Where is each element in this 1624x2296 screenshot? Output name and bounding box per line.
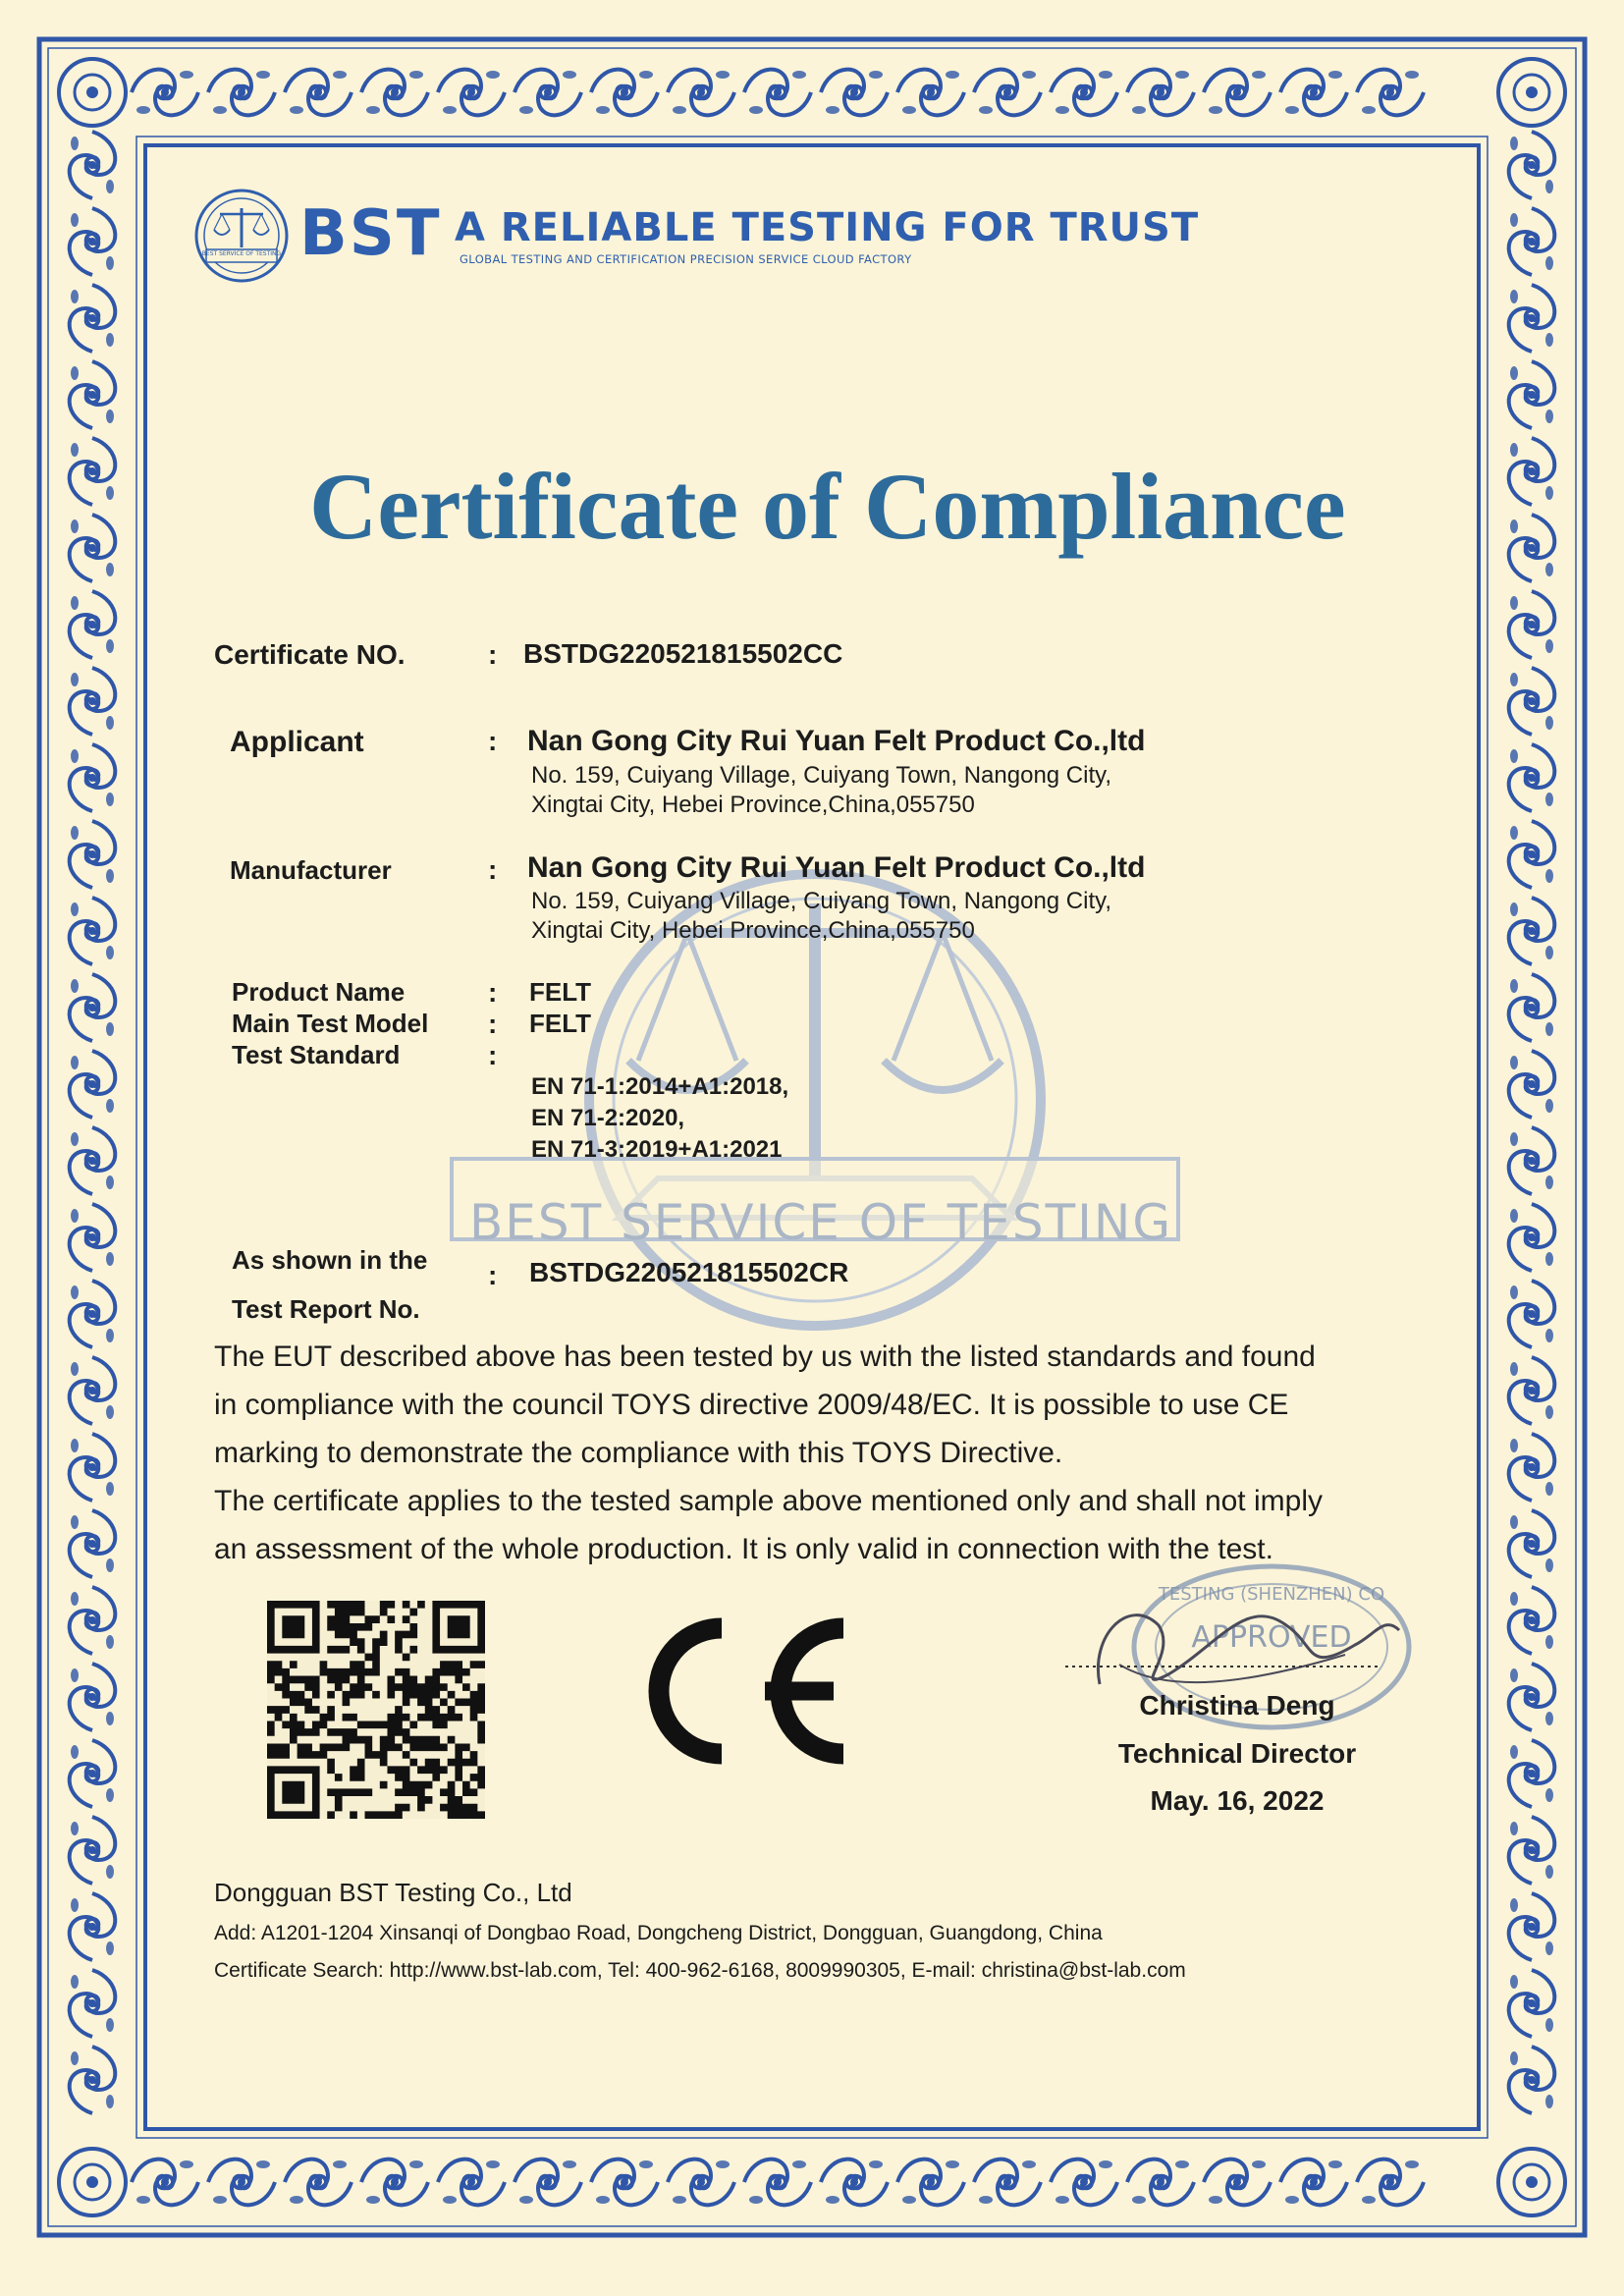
applicant-address-line-2: Xingtai City, Hebei Province,China,055750 xyxy=(531,792,975,818)
test-standard-1: EN 71-1:2014+A1:2018, xyxy=(531,1073,789,1100)
stamp-center-text: APPROVED xyxy=(1191,1620,1352,1655)
footer-address: Add: A1201-1204 Xinsanqi of Dongbao Road, Dongcheng District, Dongguan, Guangdong, China xyxy=(214,1922,1103,1944)
applicant-address-line-1: No. 159, Cuiyang Village, Cuiyang Town, Nangong City, xyxy=(531,762,1112,789)
body-line-4: The certificate applies to the tested sample above mentioned only and shall not imply xyxy=(214,1485,1323,1517)
tagline-sub: GLOBAL TESTING AND CERTIFICATION PRECISION SERVICE CLOUD FACTORY xyxy=(460,252,912,266)
qr-code xyxy=(267,1601,485,1819)
report-label-line-1: As shown in the xyxy=(232,1245,428,1275)
signatory-name: Christina Deng xyxy=(1139,1690,1335,1721)
footer-company: Dongguan BST Testing Co., Ltd xyxy=(214,1878,572,1907)
signature-date: May. 16, 2022 xyxy=(1150,1785,1325,1816)
body-line-2: in compliance with the council TOYS directive 2009/48/EC. It is possible to use CE xyxy=(214,1389,1289,1421)
body-line-3: marking to demonstrate the compliance with this TOYS Directive. xyxy=(214,1437,1063,1469)
body-line-5: an assessment of the whole production. It is only valid in connection with the test. xyxy=(214,1533,1273,1565)
applicant-name: Nan Gong City Rui Yuan Felt Product Co.,ltd xyxy=(527,725,1146,757)
colon: : xyxy=(488,977,498,1008)
ce-mark-icon xyxy=(623,1607,859,1776)
manufacturer-label: Manufacturer xyxy=(230,855,392,885)
manufacturer-address-line-1: No. 159, Cuiyang Village, Cuiyang Town, Nangong City, xyxy=(531,888,1112,914)
product-name-label: Product Name xyxy=(232,977,406,1007)
colon: : xyxy=(488,1009,498,1039)
test-standard-2: EN 71-2:2020, xyxy=(531,1105,685,1131)
main-test-model-label: Main Test Model xyxy=(232,1009,429,1038)
manufacturer-address-line-2: Xingtai City, Hebei Province,China,055750 xyxy=(531,917,975,944)
bst-logo-seal-icon xyxy=(192,187,291,285)
product-name-value: FELT xyxy=(529,977,592,1007)
ce-mark-label xyxy=(638,1787,639,1788)
colon: : xyxy=(488,854,498,885)
test-standard-3: EN 71-3:2019+A1:2021 xyxy=(531,1136,783,1163)
body-line-1: The EUT described above has been tested by us with the listed standards and found xyxy=(214,1340,1316,1373)
signature-line xyxy=(1065,1665,1380,1668)
stamp-ring-text: TESTING (SHENZHEN) CO xyxy=(1158,1584,1385,1605)
signatory-role: Technical Director xyxy=(1117,1738,1357,1769)
brand-name: BST xyxy=(299,197,442,270)
report-no-value: BSTDG220521815502CR xyxy=(529,1257,849,1287)
colon: : xyxy=(488,726,498,756)
colon: : xyxy=(488,1260,498,1290)
colon: : xyxy=(488,1040,498,1070)
manufacturer-name: Nan Gong City Rui Yuan Felt Product Co.,ltd xyxy=(527,851,1146,884)
page-title: Certificate of Compliance xyxy=(309,454,1346,559)
main-test-model-value: FELT xyxy=(529,1009,592,1038)
report-label-line-2: Test Report No. xyxy=(232,1294,420,1324)
colon: : xyxy=(488,639,498,670)
watermark-text: BEST SERVICE OF TESTING xyxy=(469,1194,1173,1251)
certificate-no-label: Certificate NO. xyxy=(214,639,406,670)
certificate-no-value: BSTDG220521815502CC xyxy=(523,638,843,669)
logo-seal-text: BEST SERVICE OF TESTING xyxy=(201,250,282,257)
tagline: A RELIABLE TESTING FOR TRUST xyxy=(455,205,1200,250)
footer-contact: Certificate Search: http://www.bst-lab.com, Tel: 400-962-6168, 8009990305, E-mail: christina@bst-lab.com xyxy=(214,1959,1186,1982)
test-standard-label: Test Standard xyxy=(232,1040,401,1069)
applicant-label: Applicant xyxy=(230,726,364,758)
